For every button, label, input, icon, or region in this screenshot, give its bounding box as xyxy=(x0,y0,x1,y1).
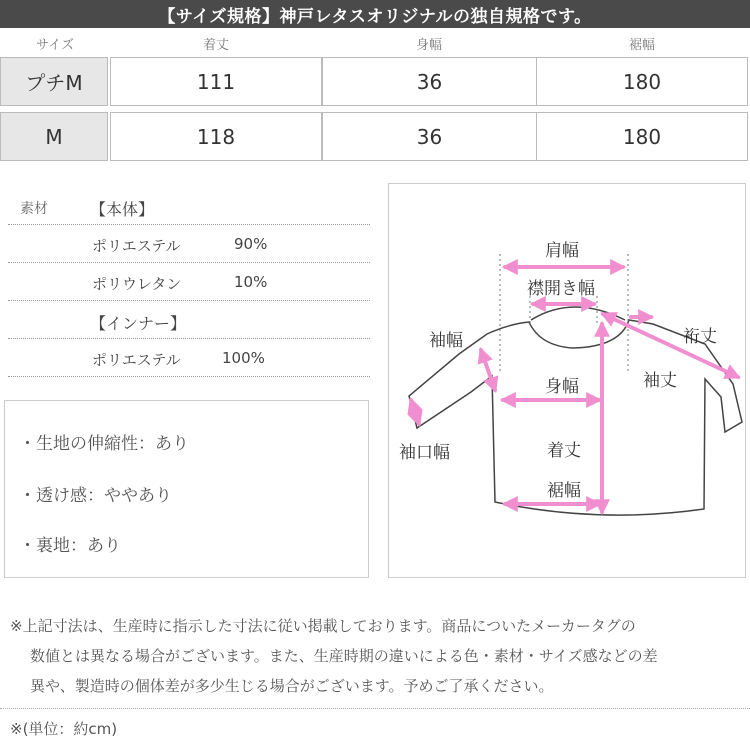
garment-diagram xyxy=(388,183,746,578)
label-shoulder: 肩幅 xyxy=(545,241,579,261)
m-length: 118 xyxy=(110,112,322,161)
petite-m-length: 111 xyxy=(110,57,322,106)
label-sleeve-width: 袖幅 xyxy=(429,331,463,351)
header-length: 着丈 xyxy=(202,38,229,53)
divider xyxy=(8,338,370,339)
m-body-width: 36 xyxy=(322,112,537,161)
header-size: サイズ xyxy=(36,38,74,53)
header-body-width: 身幅 xyxy=(415,38,442,53)
note-line-3: 異や、製造時の個体差が多少生じる場合がございます。予めご了承ください。 xyxy=(30,677,554,695)
material-inner-item-1-name: ポリエステル xyxy=(92,351,181,369)
label-cuff: 袖口幅 xyxy=(399,443,450,463)
petite-m-hem-width: 180 xyxy=(536,57,748,106)
note-line-1: ※上記寸法は、生産時に指示した寸法に従い掲載しております。商品についたメーカータグの xyxy=(10,617,636,635)
material-body-item-2-pct: 10% xyxy=(234,273,268,291)
unit-note: ※(単位：約cm) xyxy=(10,720,118,738)
feature-stretch: ・生地の伸縮性：あり xyxy=(19,434,189,454)
label-length: 着丈 xyxy=(547,441,581,461)
material-body-title: 【本体】 xyxy=(90,200,155,219)
header-hem-width: 裾幅 xyxy=(628,38,655,53)
feature-lining: ・裏地：あり xyxy=(19,536,121,556)
divider xyxy=(8,262,370,263)
material-body-item-1-name: ポリエステル xyxy=(92,237,181,255)
divider xyxy=(8,300,370,301)
material-inner-item-1-pct: 100% xyxy=(222,349,265,367)
divider xyxy=(0,708,750,709)
garment-illustration xyxy=(389,184,745,577)
sleeve-width-arrow xyxy=(481,350,495,390)
material-body-item-2-name: ポリウレタン xyxy=(92,275,182,293)
label-yuki: 裄丈 xyxy=(683,327,717,347)
size-label-petite-m: プチM xyxy=(0,57,108,106)
divider xyxy=(8,376,370,377)
label-neck: 襟開き幅 xyxy=(527,279,595,299)
petite-m-body-width: 36 xyxy=(322,57,537,106)
m-hem-width: 180 xyxy=(536,112,748,161)
label-sleeve-length: 袖丈 xyxy=(643,371,677,391)
features-box xyxy=(4,400,369,578)
size-spec-banner: 【サイズ規格】神戸レタスオリジナルの独自規格です。 xyxy=(0,0,750,28)
yuki-arrow xyxy=(603,314,738,377)
material-inner-title: 【インナー】 xyxy=(90,314,187,333)
label-body-width: 身幅 xyxy=(545,377,579,397)
label-hem: 裾幅 xyxy=(547,481,581,501)
material-body-item-1-pct: 90% xyxy=(234,235,268,253)
size-label-m: M xyxy=(0,112,108,161)
divider xyxy=(8,224,370,225)
note-line-2: 数値とは異なる場合がございます。また、生産時期の違いによる色・素材・サイズ感などの差 xyxy=(30,647,658,665)
material-label: 素材 xyxy=(20,201,48,217)
feature-sheerness: ・透け感：ややあり xyxy=(19,486,172,506)
